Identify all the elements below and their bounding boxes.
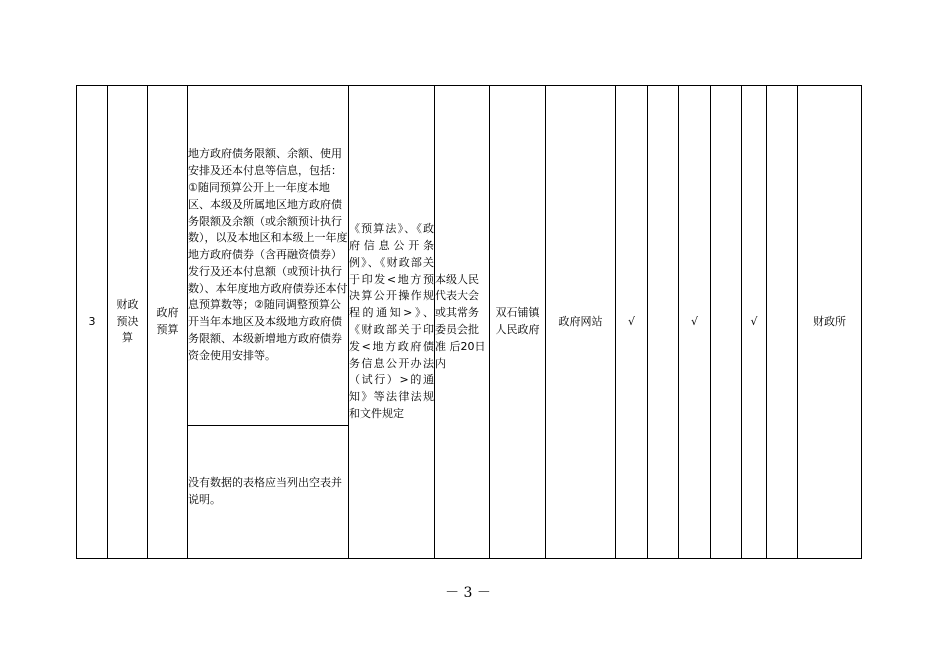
check-cell-5: √ xyxy=(742,86,767,559)
check-cell-1: √ xyxy=(616,86,648,559)
department-cell: 财政所 xyxy=(798,86,862,559)
row-index: 3 xyxy=(77,86,108,559)
content-note-cell: 没有数据的表格应当列出空表并说明。 xyxy=(188,426,349,559)
disclosure-table xyxy=(76,85,862,559)
check-cell-3: √ xyxy=(679,86,711,559)
table-row xyxy=(77,86,862,426)
content-main-cell: 地方政府债务限额、余额、使用安排及还本付息等信息，包括：①随同预算公开上一年度本地区、本级及所属地区地方政府债务限额及余额（或余额预计执行数），以及本地区和本级上一年度地方政府债券（含再融资债券） 发行及还本付息额（或预计执行数）、本年度地方政府债券还本付息预算数等；②随同调整预算公开当年本地区及本级地方政府债务限额、本级新增地方政府债券资金使用安排等。 xyxy=(188,86,349,426)
check-cell-4 xyxy=(711,86,742,559)
channel-cell: 政府网站 xyxy=(546,86,616,559)
category-cell: 财政 预决 算 xyxy=(108,86,148,559)
subject-cell: 双石铺镇 人民政府 xyxy=(490,86,546,559)
page-number: － 3 － xyxy=(445,585,491,601)
basis-cell: 《预算法》、《政府信息公开条例》、《财政部关于印发<地方预决算公开操作规程的通知>》、《财政部关于印发<地方政府债务信息公开办法（试行）>的通知》等法律法规和文件规定 xyxy=(349,86,435,559)
subcategory-cell: 政府 预算 xyxy=(148,86,188,559)
check-cell-6 xyxy=(767,86,798,559)
time-limit-cell: 本级人民代表大会或其常务委员会批准 后20日内 xyxy=(435,86,490,559)
check-cell-2 xyxy=(648,86,679,559)
